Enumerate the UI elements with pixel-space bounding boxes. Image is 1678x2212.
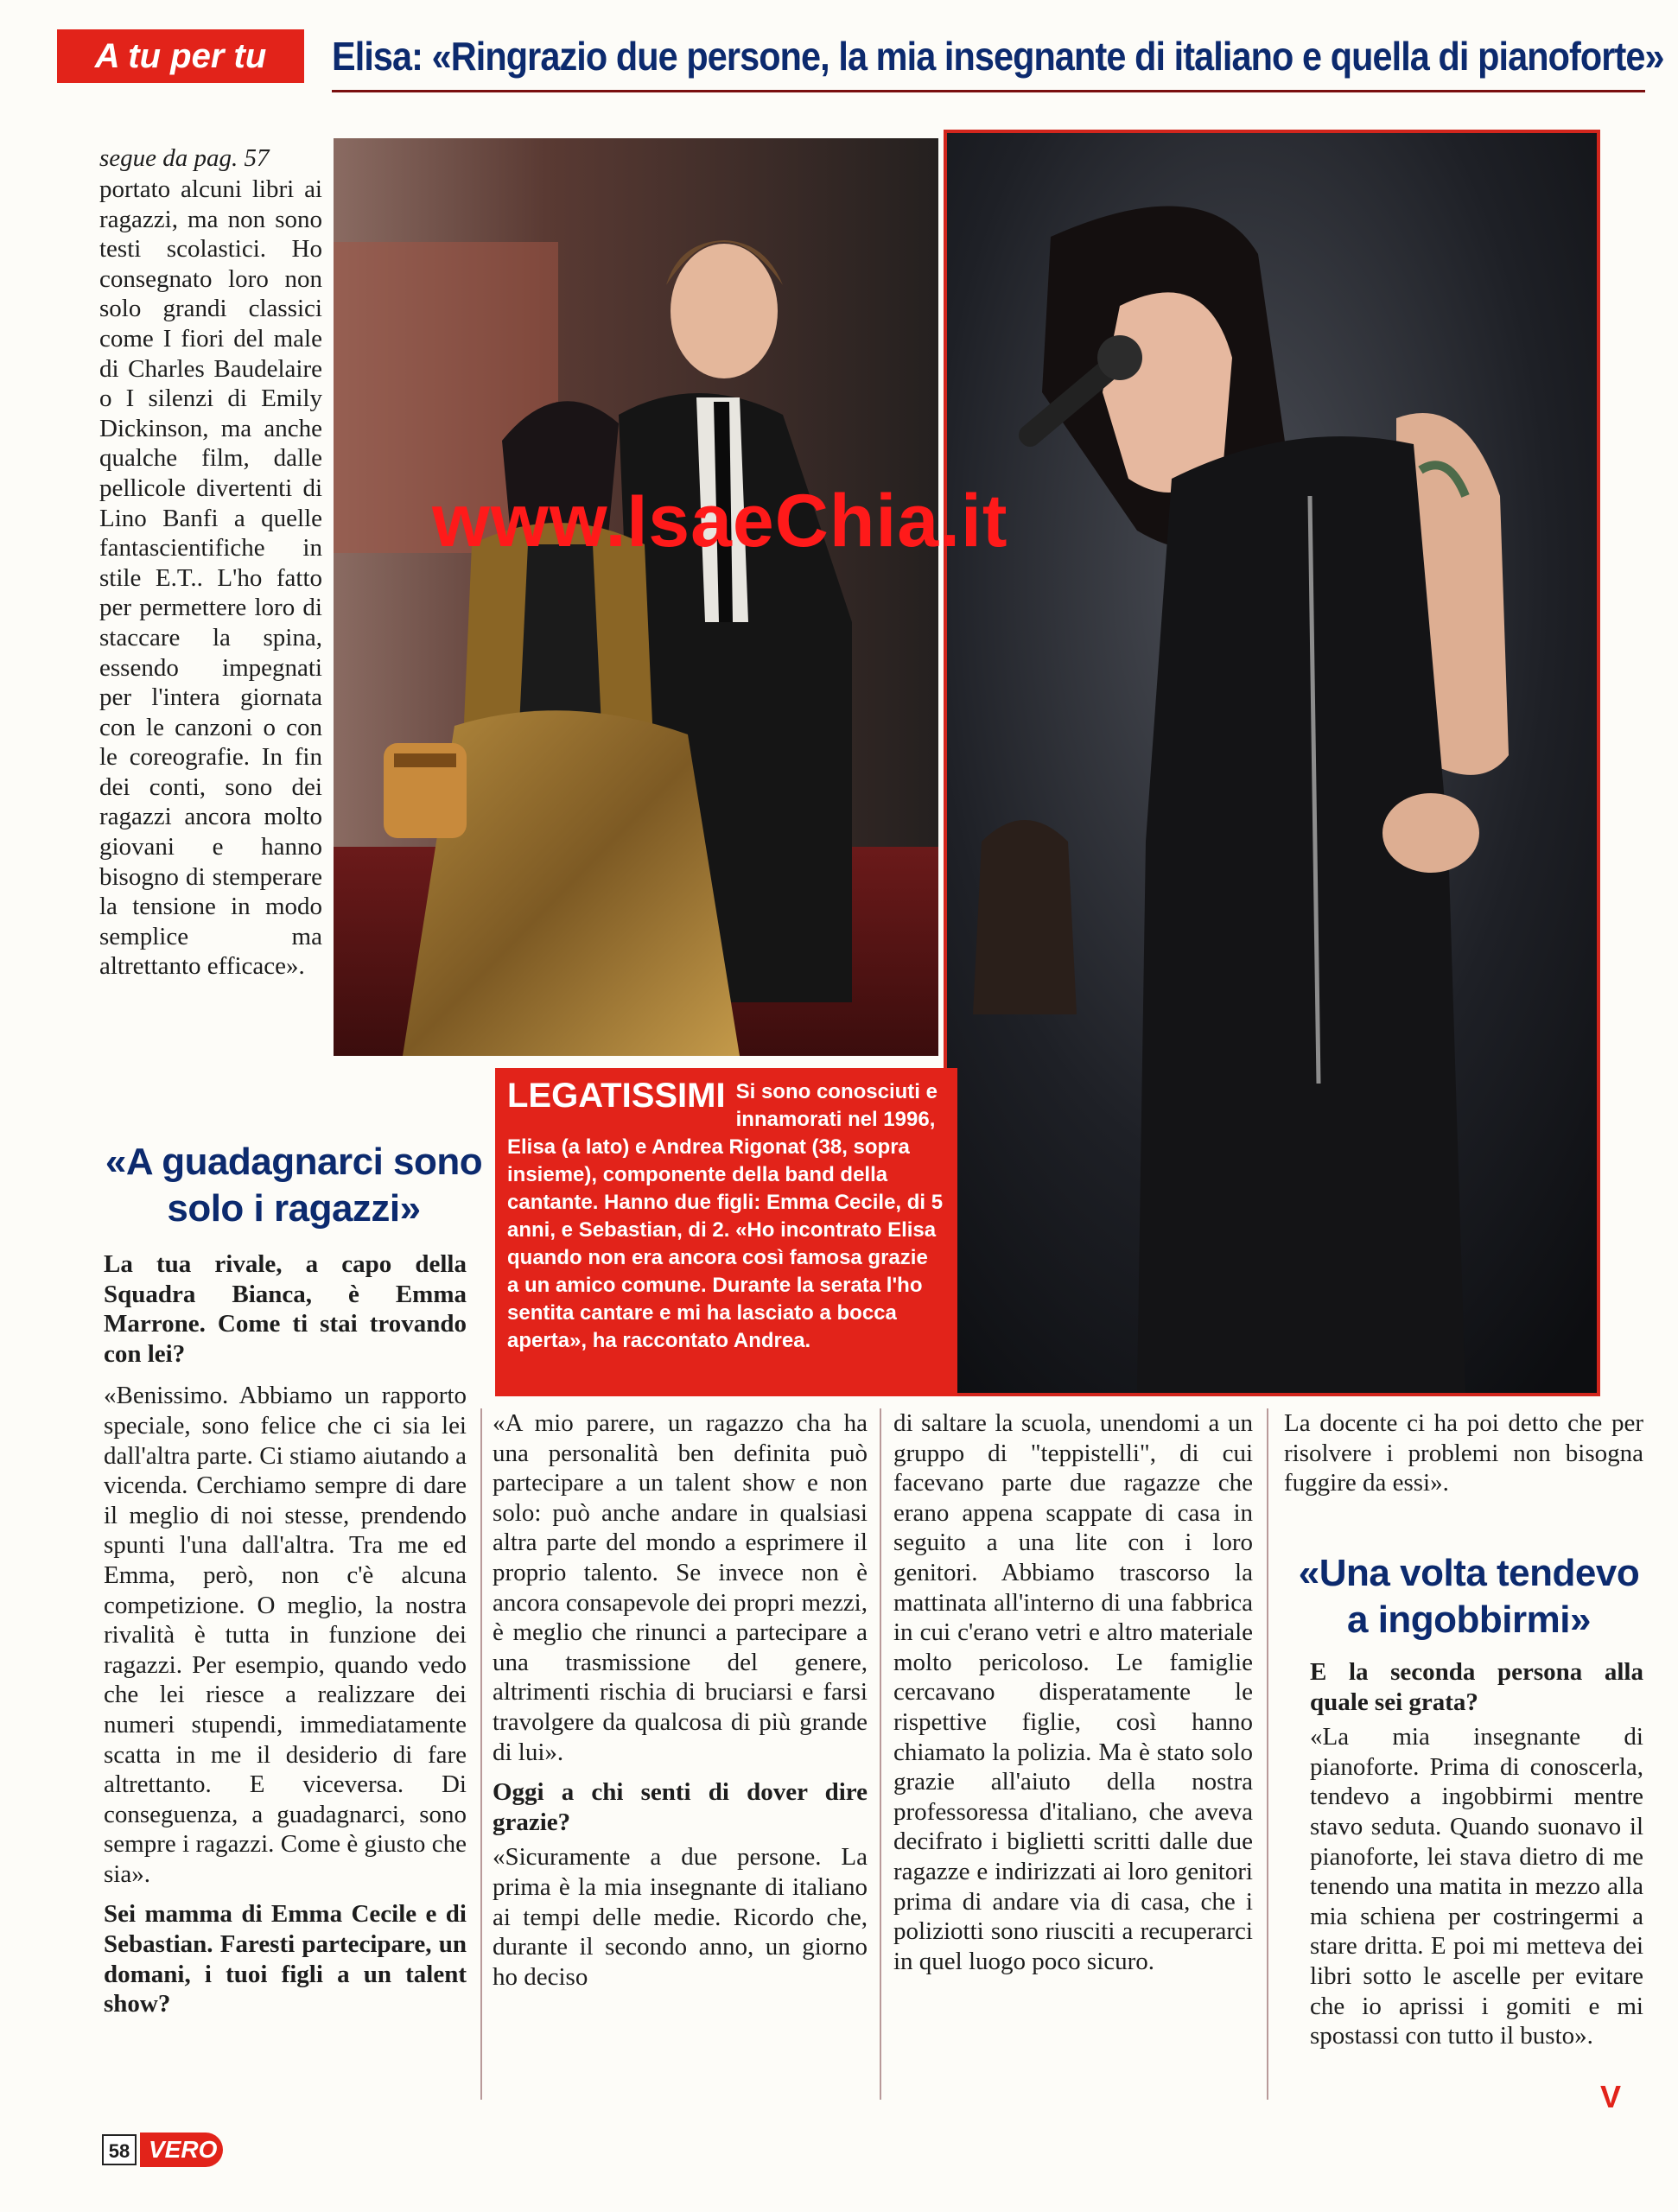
end-mark: V bbox=[1600, 2079, 1622, 2114]
column-divider bbox=[880, 1408, 881, 2100]
answer-thanks: «Sicuramente a due persone. La prima è la mia insegnante di italiano ai tempi delle medie. Ricordo che, durante il secondo anno, un giorno ho deciso bbox=[493, 1843, 868, 1991]
question-second-person: E la seconda persona alla quale sei grata? bbox=[1310, 1658, 1643, 1716]
couple-photo bbox=[334, 138, 938, 1056]
story-text: di saltare la scuola, unendomi a un gruppo di "teppistelli", di cui facevano parte due ragazze che erano appena scappate di casa in seguito a una lite con i loro genitori. Abbiamo trascorso la mattinata all'interno di una fabbrica in cui c'erano vetri e altro materiale molto pericoloso. Le famiglie cercavano disperatamente le rispettive figlie, così hanno chiamato la polizia. Ma è stato solo grazie all'aiuto della nostra professoressa d'italiano, che aveva decifrato i biglietti scritti dalle due ragazze e indirizzati ai loro genitori prima di andare via di casa, che i poliziotti sono riusciti a recuperarci in quel luogo poco sicuro. bbox=[893, 1409, 1253, 1975]
question-children: Sei mamma di Emma Cecile e di Sebastian. Faresti partecipare, un domani, i tuoi figli a un talent show? bbox=[104, 1900, 467, 2018]
column-divider bbox=[1267, 1408, 1268, 2100]
singer-photo-image bbox=[947, 133, 1597, 1393]
continued-from-label: segue da pag. 57 bbox=[99, 144, 270, 172]
magazine-logo: VERO bbox=[140, 2133, 223, 2167]
answer-talent-show: «A mio parere, un ragazzo cha ha una personalità ben definita può partecipare a un talent show e non solo: può anche andare in qualsiasi altra parte del mondo a esprimere il proprio talento. Se invece non è ancora consapevole dei propri mezzi, è meglio che rinunci a partecipare a una trasmissione del genere, altrimenti rischia di bruciarsi e farsi travolgere da qualcosa di più grande di lui». bbox=[493, 1409, 868, 1766]
left-lower-column bbox=[104, 1249, 467, 2019]
column-divider bbox=[480, 1408, 482, 2100]
site-watermark: www.IsaeChia.it bbox=[432, 480, 1008, 563]
column-2 bbox=[493, 1408, 868, 1992]
page-number: 58 bbox=[102, 2134, 137, 2165]
column-4 bbox=[1284, 1408, 1643, 1498]
singer-photo bbox=[944, 130, 1600, 1396]
subhead-rivalry: «A guadagnarci sono solo i ragazzi» bbox=[105, 1141, 483, 1230]
answer-piano-teacher: «La mia insegnante di pianoforte. Prima di conoscerla, tendevo a ingobbirmi mentre stavo seduta. Quando suonavo il pianoforte, lei stava dietro di me tenendo una matita in mezzo alla mia schiena per costringermi a stare dritta. E poi mi metteva dei libri sotto le ascelle per evitare che io aprissi i gomiti e mi spostassi con tutto il busto». bbox=[1310, 1723, 1643, 2050]
teacher-conclusion: La docente ci ha poi detto che per risolvere i problemi non bisogna fuggire da essi». bbox=[1284, 1409, 1643, 1497]
caption-title: LEGATISSIMI bbox=[507, 1077, 726, 1115]
subhead-posture: «Una volta tendevo a ingobbirmi» bbox=[1298, 1552, 1640, 1641]
couple-photo-image bbox=[334, 138, 938, 1056]
caption-text: Si sono conosciuti e innamorati nel 1996, Elisa (a lato) e Andrea Rigonat (38, sopra insieme), componente della band della cantante. Hanno due figli: Emma Cecile, di 5 anni, e Sebastian, di 2. «Ho incontrato Elisa quando non era ancora così famosa grazie a un amico comune. Durante la serata l'ho sentita cantare e mi ha lasciato a bocca aperta», ha raccontato Andrea. bbox=[507, 1080, 944, 1352]
answer-rival: «Benissimo. Abbiamo un rapporto speciale, sono felice che ci sia lei dall'altra parte. Ci stiamo aiutando a vicenda. Cerchiamo sempre di dare il meglio di noi stesse, prendendo spunti l'una dall'altra. Tra me ed Emma, però, non c'è alcuna competizione. O meglio, la nostra rivalità è tutta in funzione dei ragazzi. Per esempio, quando vedo che lei riesce a realizzare dei numeri stupendi, immediatamente scatta in me il desiderio di fare altrettanto. E viceversa. Di conseguenza, a guadagnarci, sono sempre i ragazzi. Come è giusto che sia». bbox=[104, 1382, 467, 1888]
article-title: Elisa: «Ringrazio due persone, la mia insegnante di italiano e quella di pianoforte» bbox=[332, 34, 1664, 79]
intro-column bbox=[99, 143, 317, 174]
section-tag: A tu per tu bbox=[57, 29, 304, 83]
question-rival: La tua rivale, a capo della Squadra Bianca, è Emma Marrone. Come ti stai trovando con lei? bbox=[104, 1250, 467, 1368]
photo-caption-box bbox=[495, 1068, 957, 1396]
intro-text: portato alcuni libri ai ragazzi, ma non sono testi scolastici. Ho consegnato loro non solo grandi classici come I fiori del male di Charles Baudelaire o I silenzi di Emily Dickinson, ma anche qualche film, dalle pellicole divertenti di Lino Banfi a quelle fantascientifiche in stile E.T.. L'ho fatto per permettere loro di staccare la spina, essendo impegnati per l'intera giornata con le canzoni o con le coreografie. In fin dei conti, sono dei ragazzi ancora molto giovani e hanno bisogno di stemperare la tensione in modo semplice ma altrettanto efficace». bbox=[99, 175, 322, 981]
header-rule bbox=[332, 90, 1645, 92]
question-thanks: Oggi a chi senti di dover dire grazie? bbox=[493, 1778, 868, 1836]
column-4-lower bbox=[1310, 1657, 1643, 2051]
column-3 bbox=[893, 1408, 1253, 1976]
